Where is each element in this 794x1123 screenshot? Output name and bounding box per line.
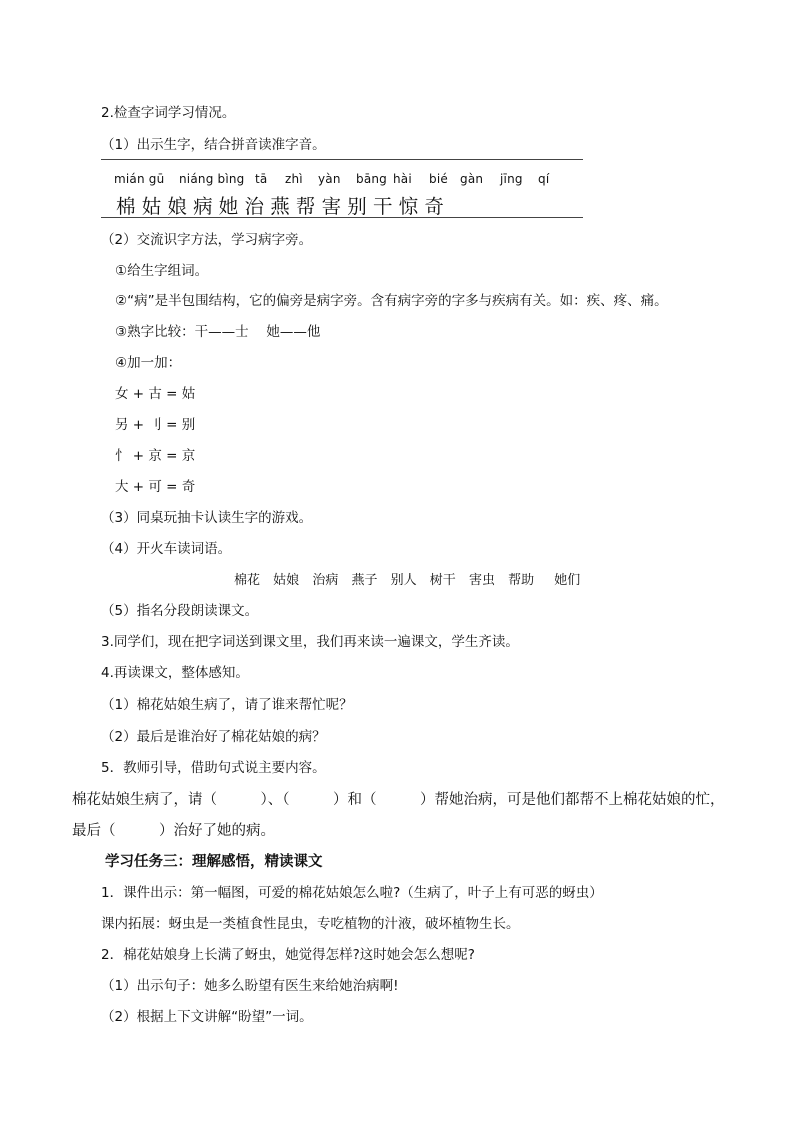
step-5-guide: 5．教师引导，借助句式说主要内容。 (101, 760, 326, 776)
step-1-courseware: 1．课件出示：第一幅图，可爱的棉花姑娘怎么啦?（生病了，叶子上有可恶的蚜虫） (101, 885, 603, 901)
pinyin-ta: tā (255, 172, 268, 186)
task-3-heading: 学习任务三：理解感悟，精读课文 (105, 854, 323, 870)
word-item: 帮助 (508, 573, 535, 588)
word-item: 树干 (429, 573, 456, 588)
sentence-show: （1）出示句子：她多么盼望有医生来给她治病啊! (101, 978, 399, 994)
equation-jing: 忄 + 京 = 京 (115, 448, 196, 464)
equation-bie: 另 + 刂 = 别 (115, 417, 196, 433)
pinyin-gan: gàn (460, 172, 484, 186)
table-top-rule (101, 159, 583, 160)
equation-gu: 女 + 古 = 姑 (115, 386, 196, 402)
word-item: 姑娘 (273, 573, 300, 588)
subitem-1-show-characters: （1）出示生字，结合拼音读准字音。 (101, 137, 326, 153)
step-4-reread: 4.再读课文，整体感知。 (101, 665, 249, 681)
pinyin-bie: bié (429, 172, 448, 186)
pinyin-bang: bāng (356, 172, 387, 186)
pinyin-mian-gu: mián gū (114, 172, 165, 186)
word-item: 害虫 (468, 573, 495, 588)
word-item: 棉花 (234, 573, 261, 588)
point-2-radical-explanation: ②“病”是半包围结构，它的偏旁是病字旁。含有病字旁的字多与疾病有关。如：疾、疼、痛。 (115, 293, 668, 309)
word-item: 治病 (312, 573, 339, 588)
point-3-compare: ③熟字比较：干——士 她——他 (115, 324, 321, 340)
pinyin-jing: jīng (500, 172, 523, 186)
word-item: 燕子 (351, 573, 378, 588)
step-2-question: 2．棉花姑娘身上长满了蚜虫，她觉得怎样?这时她会怎么想呢? (101, 947, 475, 963)
subitem-5-read-aloud: （5）指名分段朗读课文。 (101, 603, 259, 619)
pinyin-qi: qí (538, 172, 550, 186)
pinyin-hai: hài (393, 172, 412, 186)
question-1: （1）棉花姑娘生病了，请了谁来帮忙呢？ (101, 697, 353, 713)
pinyin-yan: yàn (318, 172, 341, 186)
step-3-read-text: 3.同学们，现在把字词送到课文里，我们再来读一遍课文，学生齐读。 (101, 634, 519, 650)
fill-in-sentence-line-1: 棉花姑娘生病了，请（ ）、（ ）和（ ）帮她治病，可是他们都帮不上棉花姑娘的忙， (72, 792, 725, 808)
character-row: 棉 姑 娘 病 她 治 燕 帮 害 别 干 惊 奇 (116, 195, 444, 218)
question-2: （2）最后是谁治好了棉花姑娘的病？ (101, 729, 326, 745)
equation-qi: 大 + 可 = 奇 (115, 479, 196, 495)
point-1-word-making: ①给生字组词。 (115, 263, 209, 279)
fill-in-sentence-line-2: 最后（ ）治好了她的病。 (72, 823, 275, 839)
word-item: 她们 (554, 573, 581, 588)
word-item: 别人 (390, 573, 417, 588)
step-2-heading: 2.检查字词学习情况。 (101, 105, 236, 121)
word-list (234, 569, 589, 588)
pinyin-zhi: zhì (285, 172, 303, 186)
table-bottom-rule (101, 217, 583, 218)
point-4-add: ④加一加： (115, 355, 182, 371)
explain-panwang: （2）根据上下文讲解“盼望”一词。 (101, 1009, 313, 1025)
subitem-2-exchange-methods: （2）交流识字方法，学习病字旁。 (101, 232, 313, 248)
pinyin-niang-bing: niáng bìng (179, 172, 245, 186)
subitem-3-card-game: （3）同桌玩抽卡认读生字的游戏。 (101, 510, 313, 526)
subitem-4-train-reading: （4）开火车读词语。 (101, 541, 232, 557)
extension-note: 课内拓展：蚜虫是一类植食性昆虫，专吃植物的汁液，破坏植物生长。 (101, 916, 520, 932)
